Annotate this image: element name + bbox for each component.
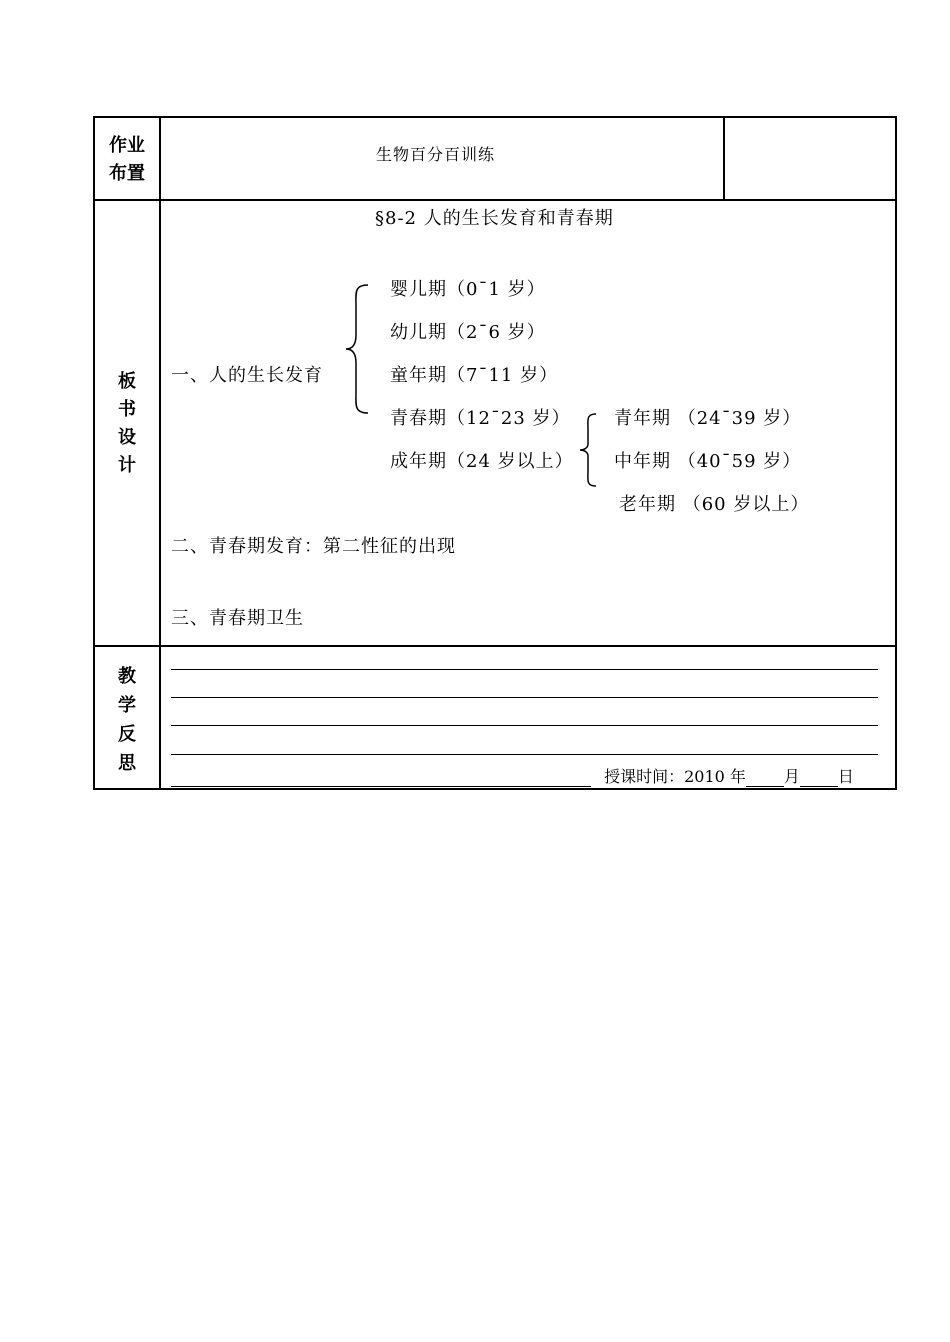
substage-youth: 青年期 （24¯39 岁） <box>614 408 802 429</box>
puberty-hygiene: 三、青春期卫生 <box>171 608 304 629</box>
reflection-label-char: 反 <box>118 724 136 745</box>
board-label-char: 板 <box>118 371 136 392</box>
homework-label <box>95 132 159 188</box>
stages-brace <box>344 283 374 415</box>
label-column-divider <box>159 116 161 790</box>
reflection-line <box>171 669 878 670</box>
homework-content: 生物百分百训练 <box>376 145 496 164</box>
board-title: §8-2 人的生长发育和青春期 <box>375 208 614 229</box>
day-label: 日 <box>837 767 854 786</box>
day-blank <box>800 768 838 787</box>
reflection-line <box>171 697 878 698</box>
board-label-char: 计 <box>118 455 136 476</box>
board-label-char: 设 <box>118 427 136 448</box>
row-divider-1 <box>93 199 897 201</box>
reflection-label-char: 教 <box>118 666 136 687</box>
substage-middle-age: 中年期 （40¯59 岁） <box>614 451 802 472</box>
reflection-label-char: 学 <box>118 695 136 716</box>
adult-brace <box>578 412 602 488</box>
puberty-development: 二、青春期发育：第二性征的出现 <box>171 536 456 557</box>
teaching-date-line <box>171 764 878 786</box>
reflection-line <box>171 754 878 755</box>
growth-heading: 一、人的生长发育 <box>171 365 323 386</box>
reflection-line <box>171 725 878 726</box>
reflection-label <box>95 662 159 778</box>
month-label: 月 <box>783 767 800 786</box>
homework-label-line2: 布置 <box>109 163 145 184</box>
row-divider-2 <box>93 645 897 647</box>
homework-label-line1: 作业 <box>109 135 145 156</box>
stage-adult: 成年期（24 岁以上） <box>390 451 574 472</box>
teaching-date-prefix: 授课时间：2010 年 <box>604 767 746 786</box>
stage-puberty: 青春期（12¯23 岁） <box>390 408 571 429</box>
stage-infant: 婴儿期（0¯1 岁） <box>390 279 546 300</box>
homework-extra-divider <box>723 116 725 200</box>
board-label <box>95 368 159 480</box>
month-blank <box>746 768 784 787</box>
stage-toddler: 幼儿期（2¯6 岁） <box>390 322 546 343</box>
board-label-char: 书 <box>118 399 136 420</box>
substage-old-age: 老年期 （60 岁以上） <box>619 494 810 515</box>
reflection-label-char: 思 <box>118 753 136 774</box>
stage-childhood: 童年期（7¯11 岁） <box>390 365 559 386</box>
reflection-blank <box>171 768 591 787</box>
